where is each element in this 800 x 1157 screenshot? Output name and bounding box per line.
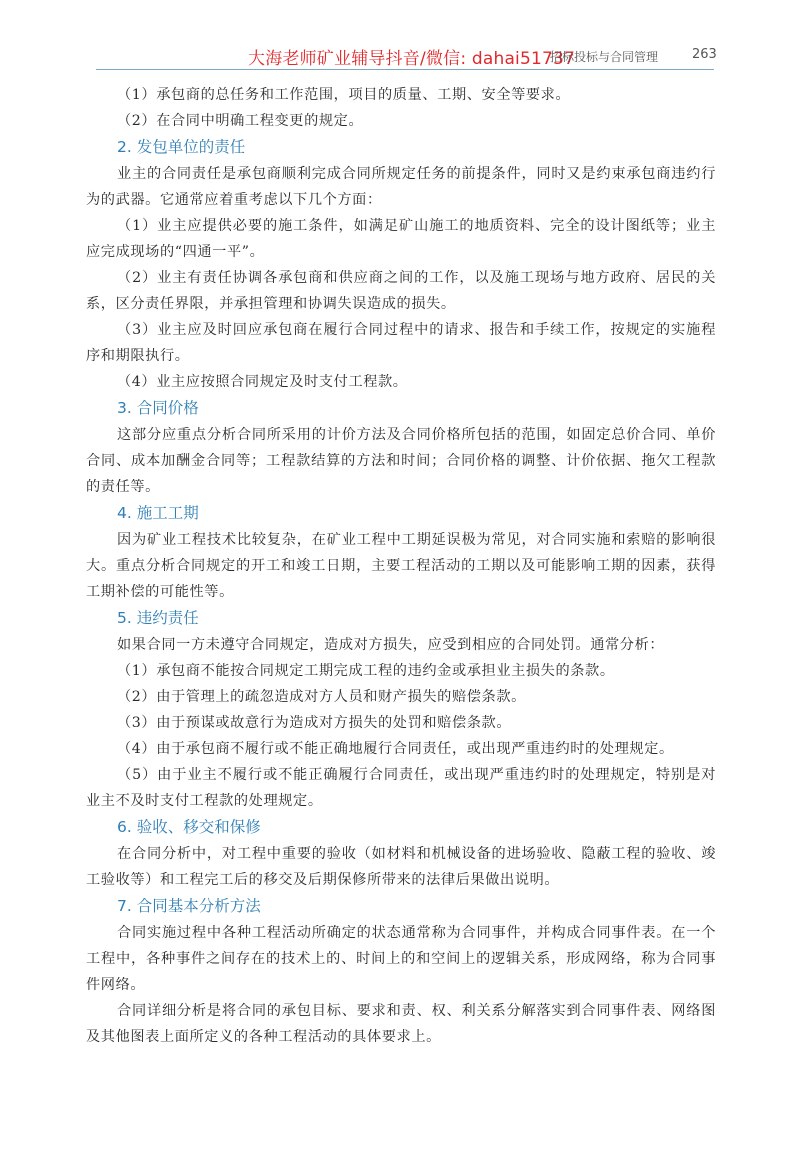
list-item: （1）业主应提供必要的施工条件，如满足矿山施工的地质资料、完全的设计图纸等；业主应完成现场的“四通一平”。 [86, 218, 716, 260]
section-heading: 3. 合同价格 [117, 399, 199, 417]
section-heading: 7. 合同基本分析方法 [117, 897, 261, 915]
list-item: （2）在合同中明确工程变更的规定。 [117, 113, 364, 129]
body-paragraph: 在合同分析中，对工程中重要的验收（如材料和机械设备的进场验收、隐蔽工程的验收、竣工验收等）和工程完工后的移交及后期保修所带来的法律后果做出说明。 [86, 846, 716, 888]
list-item: （3）业主应及时回应承包商在履行合同过程中的请求、报告和手续工作，按规定的实施程序和期限执行。 [86, 322, 716, 364]
list-item: （1）承包商的总任务和工作范围，项目的质量、工期、安全等要求。 [117, 87, 571, 103]
list-item: （3）由于预谋或故意行为造成对方损失的处罚和赔偿条款。 [117, 715, 512, 731]
section-heading: 2. 发包单位的责任 [117, 138, 246, 156]
header-divider [96, 69, 714, 70]
watermark-text: 大海老师矿业辅导抖音/微信: dahai51737 [248, 49, 576, 69]
section-heading: 4. 施工工期 [117, 504, 199, 522]
list-item: （2）由于管理上的疏忽造成对方人员和财产损失的赔偿条款。 [117, 689, 526, 705]
page-body [86, 82, 716, 1050]
body-paragraph: 这部分应重点分析合同所采用的计价方法及合同价格所包括的范围，如固定总价合同、单价合同、成本加酬金合同等；工程款结算的方法和时间；合同价格的调整、计价依据、拖欠工程款的责任等。 [86, 427, 716, 495]
body-paragraph: 合同详细分析是将合同的承包目标、要求和责、权、利关系分解落实到合同事件表、网络图及其他图表上面所定义的各种工程活动的具体要求上。 [86, 1003, 716, 1045]
section-heading: 6. 验收、移交和保修 [117, 818, 261, 836]
body-paragraph: 业主的合同责任是承包商顺利完成合同所规定任务的前提条件，同时又是约束承包商违约行为的武器。它通常应着重考虑以下几个方面： [86, 166, 716, 208]
list-item: （2）业主有责任协调各承包商和供应商之间的工作，以及施工现场与地方政府、居民的关系，区分责任界限，并承担管理和协调失误造成的损失。 [86, 270, 716, 312]
section-heading: 5. 违约责任 [117, 609, 199, 627]
page-header [0, 0, 800, 70]
page-number: 263 [692, 47, 717, 62]
running-title: 招标投标与合同管理 [550, 50, 659, 64]
list-item: （4）由于承包商不履行或不能正确地履行合同责任，或出现严重违约时的处理规定。 [117, 741, 674, 757]
list-item: （1）承包商不能按合同规定工期完成工程的违约金或承担业主损失的条款。 [117, 663, 615, 679]
body-paragraph: 因为矿业工程技术比较复杂，在矿业工程中工期延误极为常见，对合同实施和索赔的影响很大。重点分析合同规定的开工和竣工日期，主要工程活动的工期以及可能影响工期的因素，获得工期补偿的可能性等。 [86, 532, 716, 600]
body-paragraph: 合同实施过程中各种工程活动所确定的状态通常称为合同事件，并构成合同事件表。在一个工程中，各种事件之间存在的技术上的、时间上的和空间上的逻辑关系，形成网络，称为合同事件网络。 [86, 925, 716, 993]
list-item: （5）由于业主不履行或不能正确履行合同责任，或出现严重违约时的处理规定，特别是对业主不及时支付工程款的处理规定。 [86, 767, 716, 809]
body-paragraph: 如果合同一方未遵守合同规定，造成对方损失，应受到相应的合同处罚。通常分析： [117, 637, 665, 653]
list-item: （4）业主应按照合同规定及时支付工程款。 [117, 374, 408, 390]
